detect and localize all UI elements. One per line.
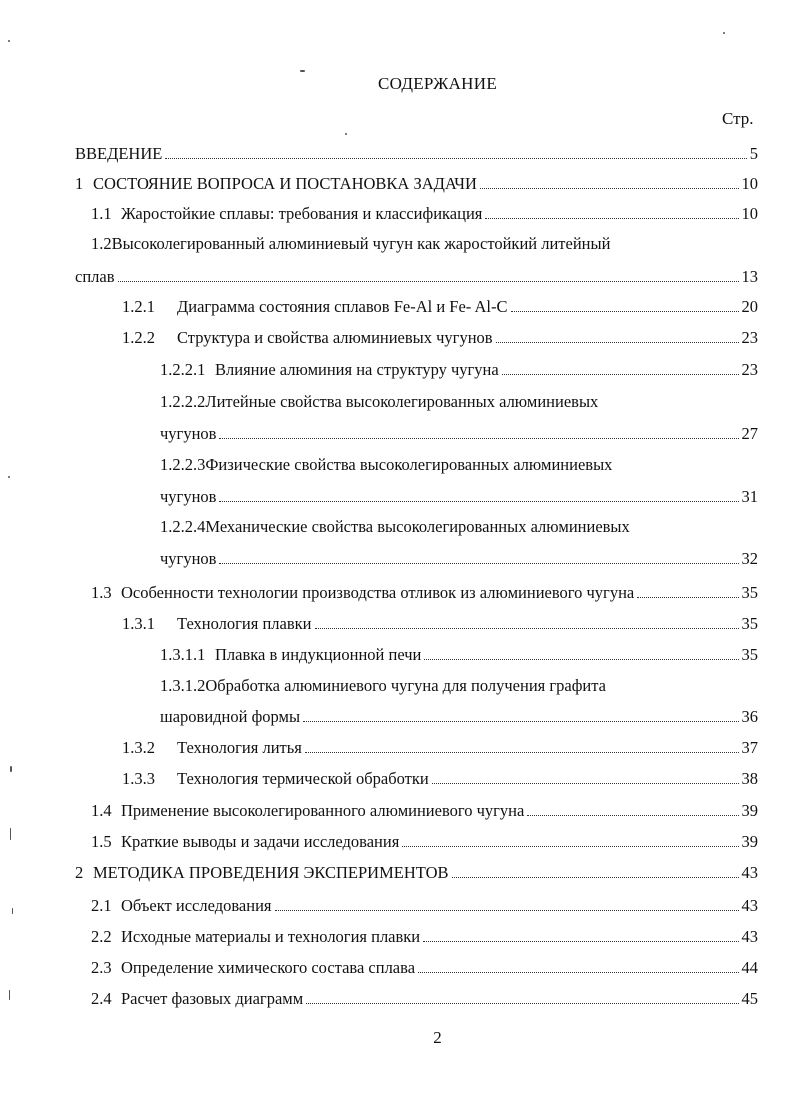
toc-entry-title: Расчет фазовых диаграмм (121, 989, 304, 1008)
toc-entry-page: 37 (741, 738, 758, 757)
toc-entry[interactable] (91, 989, 758, 1009)
toc-entry-first-line (160, 455, 612, 475)
toc-entry-page: 39 (741, 832, 758, 851)
toc-entry-page: 36 (741, 707, 758, 726)
page-column-label: Стр. (722, 109, 754, 128)
toc-entry-page: 27 (741, 424, 758, 443)
toc-entry[interactable] (160, 487, 758, 507)
toc-entry-page: 35 (741, 645, 758, 664)
dot-leader (418, 972, 738, 973)
toc-entry-title: Литейные свойства высоколегированных алюминиевых (205, 392, 599, 411)
toc-entry-title: Влияние алюминия на структуру чугуна (215, 360, 499, 379)
toc-entry-page: 20 (741, 297, 758, 316)
toc-entry-title-continuation: чугунов (160, 424, 217, 443)
dot-leader (315, 628, 739, 629)
toc-entry-title: Диаграмма состояния сплавов Fe-Al и Fe- Al-C (177, 297, 508, 316)
toc-entry-number: 2.1 (91, 896, 112, 915)
toc-entry-number: 1.2.2.4 (160, 517, 206, 536)
toc-entry[interactable] (122, 328, 758, 348)
scan-speck (10, 766, 12, 772)
toc-entry[interactable] (91, 801, 758, 821)
scan-speck (10, 828, 11, 840)
dot-leader (305, 752, 739, 753)
toc-entry-page: 35 (741, 583, 758, 602)
toc-entry-number: 2.4 (91, 989, 112, 1008)
toc-title: СОДЕРЖАНИЕ (377, 74, 498, 93)
toc-entry-page: 39 (741, 801, 758, 820)
toc-entry-title: Обработка алюминиевого чугуна для получения графита (205, 676, 606, 695)
toc-entry[interactable] (75, 144, 758, 164)
toc-entry-title: Жаростойкие сплавы: требования и классификация (121, 204, 483, 223)
toc-entry-number: 2.3 (91, 958, 112, 977)
toc-entry-number: 1.3.2 (122, 738, 155, 757)
toc-entry-title: ВВЕДЕНИЕ (75, 144, 163, 163)
dot-leader (275, 910, 739, 911)
toc-entry[interactable] (91, 204, 758, 224)
toc-entry-number: 1.2.1 (122, 297, 155, 316)
toc-entry[interactable] (122, 614, 758, 634)
toc-entry-title: Применение высоколегированного алюминиевого чугуна (121, 801, 525, 820)
toc-entry-number: 1.2 (91, 234, 112, 253)
toc-entry[interactable] (91, 832, 758, 852)
dot-leader (452, 877, 739, 878)
toc-entry-first-line (160, 676, 606, 696)
page-number: 2 (433, 1028, 442, 1047)
dot-leader (165, 158, 746, 159)
toc-entry-title: Особенности технологии производства отливок из алюминиевого чугуна (121, 583, 635, 602)
toc-entry-title: МЕТОДИКА ПРОВЕДЕНИЯ ЭКСПЕРИМЕНТОВ (93, 863, 449, 882)
dot-leader (118, 281, 739, 282)
toc-entry-page: 35 (741, 614, 758, 633)
toc-entry-page: 10 (741, 204, 758, 223)
toc-entry-page: 31 (741, 487, 758, 506)
toc-entry[interactable] (122, 297, 758, 317)
toc-entry-title: Исходные материалы и технология плавки (121, 927, 421, 946)
toc-entry-number: 2.2 (91, 927, 112, 946)
toc-entry[interactable] (91, 583, 758, 603)
toc-entry-title: Определение химического состава сплава (121, 958, 416, 977)
dot-leader (219, 563, 738, 564)
toc-entry[interactable] (122, 738, 758, 758)
toc-entry[interactable] (160, 707, 758, 727)
toc-entry[interactable] (160, 360, 758, 380)
scan-speck (300, 70, 305, 72)
dot-leader (432, 783, 739, 784)
dot-leader (637, 597, 738, 598)
toc-entry-number: 1.2.2.1 (160, 360, 206, 379)
toc-entry-page: 23 (741, 328, 758, 347)
scan-speck (9, 990, 10, 1000)
dot-leader (496, 342, 739, 343)
toc-entry-title: Объект исследования (121, 896, 272, 915)
toc-entry-title-continuation: чугунов (160, 487, 217, 506)
toc-entry-title-continuation: шаровидной формы (160, 707, 301, 726)
toc-entry[interactable] (160, 549, 758, 569)
scan-speck (8, 476, 10, 478)
toc-entry-number: 2 (75, 863, 84, 882)
toc-entry[interactable] (75, 267, 758, 287)
toc-entry-title: Технология термической обработки (177, 769, 429, 788)
toc-entry-page: 38 (741, 769, 758, 788)
toc-entry-number: 1.3.1.2 (160, 676, 206, 695)
dot-leader (303, 721, 738, 722)
toc-entry-title: Плавка в индукционной печи (215, 645, 422, 664)
toc-entry-page: 13 (741, 267, 758, 286)
toc-entry-title-continuation: сплав (75, 267, 115, 286)
toc-entry-first-line (160, 517, 630, 537)
dot-leader (502, 374, 739, 375)
dot-leader (219, 438, 738, 439)
scan-speck (345, 133, 347, 135)
toc-entry-title-continuation: чугунов (160, 549, 217, 568)
toc-entry-number: 1.3.1.1 (160, 645, 206, 664)
toc-entry[interactable] (91, 958, 758, 978)
toc-entry[interactable] (91, 927, 758, 947)
dot-leader (219, 501, 738, 502)
toc-entry-title: Технология плавки (177, 614, 312, 633)
dot-leader (480, 188, 739, 189)
toc-entry-title: Технология литья (177, 738, 302, 757)
toc-entry-number: 1.2.2.2 (160, 392, 206, 411)
dot-leader (485, 218, 738, 219)
scan-speck (12, 908, 13, 914)
toc-entry-number: 1.2.2 (122, 328, 155, 347)
toc-entry-page: 43 (741, 927, 758, 946)
toc-entry-page: 44 (741, 958, 758, 977)
toc-entry-title: Краткие выводы и задачи исследования (121, 832, 400, 851)
toc-entry-page: 43 (741, 896, 758, 915)
toc-entry-page: 45 (741, 989, 758, 1008)
toc-entry-page: 10 (741, 174, 758, 193)
toc-entry-page: 5 (749, 144, 758, 163)
toc-entry-number: 1.1 (91, 204, 112, 223)
toc-entry-number: 1.5 (91, 832, 112, 851)
toc-entry-page: 32 (741, 549, 758, 568)
toc-entry-page: 43 (741, 863, 758, 882)
dot-leader (402, 846, 738, 847)
toc-entry-first-line (91, 234, 610, 254)
toc-entry[interactable] (122, 769, 758, 789)
scan-speck (723, 32, 725, 34)
toc-entry[interactable] (91, 896, 758, 916)
toc-entry-number: 1.2.2.3 (160, 455, 206, 474)
dot-leader (424, 659, 738, 660)
toc-entry-title: СОСТОЯНИЕ ВОПРОСА И ПОСТАНОВКА ЗАДАЧИ (93, 174, 477, 193)
toc-entry-number: 1.3.1 (122, 614, 155, 633)
toc-entry-number: 1.3.3 (122, 769, 155, 788)
dot-leader (527, 815, 738, 816)
dot-leader (511, 311, 739, 312)
scan-speck (8, 40, 10, 42)
toc-entry-number: 1.3 (91, 583, 112, 602)
toc-entry-title: Механические свойства высоколегированных алюминиевых (205, 517, 630, 536)
dot-leader (423, 941, 738, 942)
toc-entry[interactable] (160, 424, 758, 444)
dot-leader (306, 1003, 738, 1004)
toc-entry-title: Высоколегированный алюминиевый чугун как жаростойкий литейный (111, 234, 611, 253)
toc-entry[interactable] (75, 174, 758, 194)
toc-entry[interactable] (160, 645, 758, 665)
toc-entry-title: Физические свойства высоколегированных алюминиевых (205, 455, 613, 474)
toc-entry[interactable] (75, 863, 758, 883)
toc-entry-page: 23 (741, 360, 758, 379)
toc-entry-number: 1 (75, 174, 84, 193)
toc-entry-title: Структура и свойства алюминиевых чугунов (177, 328, 493, 347)
toc-entry-first-line (160, 392, 598, 412)
toc-entry-number: 1.4 (91, 801, 112, 820)
